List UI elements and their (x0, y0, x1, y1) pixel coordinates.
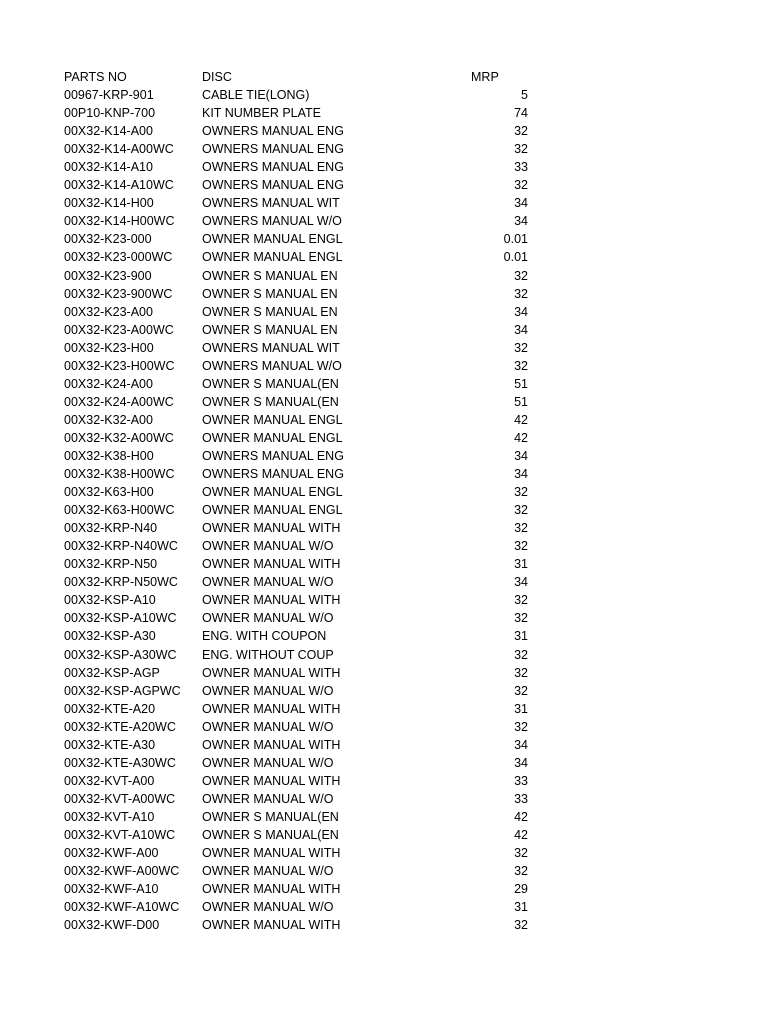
mrp-cell: 32 (514, 665, 528, 680)
part-number-cell: 00X32-KTE-A30WC (64, 755, 176, 770)
mrp-cell: 32 (514, 358, 528, 373)
part-number-cell: 00X32-K24-A00 (64, 376, 153, 391)
mrp-cell: 32 (514, 142, 528, 157)
part-number-cell: 00X32-KSP-AGP (64, 665, 160, 680)
mrp-cell: 32 (514, 719, 528, 734)
mrp-cell: 29 (514, 882, 528, 897)
description-cell: OWNER MANUAL W/O (202, 755, 334, 770)
part-number-cell: 00X32-KSP-A30WC (64, 647, 177, 662)
description-cell: KIT NUMBER PLATE (202, 106, 322, 121)
part-number-cell: 00X32-K23-000 (64, 232, 152, 247)
part-number-cell: 00X32-KVT-A10 (64, 809, 155, 824)
description-cell: OWNER S MANUAL EN (202, 268, 338, 283)
table-row (64, 573, 534, 591)
part-number-cell: 00X32-K38-H00WC (64, 467, 175, 482)
mrp-cell: 34 (514, 755, 528, 770)
part-number-cell: 00X32-KVT-A00 (64, 773, 155, 788)
table-row (64, 519, 534, 537)
mrp-cell: 32 (514, 846, 528, 861)
mrp-cell: 51 (514, 376, 528, 391)
mrp-cell: 32 (514, 521, 528, 536)
description-cell: OWNER MANUAL WITH (202, 773, 341, 788)
part-number-cell: 00X32-K23-A00 (64, 304, 153, 319)
table-row (64, 591, 534, 609)
description-cell: OWNER MANUAL ENGL (202, 232, 343, 247)
description-cell: OWNER MANUAL WITH (202, 665, 341, 680)
mrp-cell: 34 (514, 196, 528, 211)
table-row (64, 700, 534, 718)
table-row (64, 826, 534, 844)
description-cell: OWNER MANUAL WITH (202, 701, 341, 716)
table-row (64, 483, 534, 501)
description-cell: OWNER S MANUAL EN (202, 322, 338, 337)
part-number-cell: 00X32-K23-H00WC (64, 358, 175, 373)
table-row (64, 501, 534, 519)
header-disc: DISC (202, 70, 232, 84)
mrp-cell: 32 (514, 268, 528, 283)
part-number-cell: 00X32-KRP-N40 (64, 521, 158, 536)
part-number-cell: 00X32-K14-H00 (64, 196, 154, 211)
mrp-cell: 32 (514, 647, 528, 662)
description-cell: OWNER MANUAL W/O (202, 864, 334, 879)
mrp-cell: 74 (514, 106, 528, 121)
part-number-cell: 00X32-KTE-A20 (64, 701, 156, 716)
table-header-row (64, 68, 534, 86)
table-row (64, 104, 534, 122)
mrp-cell: 32 (514, 918, 528, 933)
table-row (64, 916, 534, 934)
mrp-cell: 32 (514, 503, 528, 518)
mrp-cell: 0.01 (503, 232, 528, 247)
description-cell: OWNERS MANUAL ENG (202, 448, 344, 463)
part-number-cell: 00X32-KWF-A10WC (64, 900, 180, 915)
part-number-cell: 00X32-KWF-D00 (64, 918, 160, 933)
table-body (64, 86, 534, 934)
table-row (64, 140, 534, 158)
part-number-cell: 00X32-KRP-N50WC (64, 575, 178, 590)
description-cell: OWNER MANUAL W/O (202, 719, 334, 734)
mrp-cell: 32 (514, 286, 528, 301)
description-cell: OWNER MANUAL ENGL (202, 503, 343, 518)
description-cell: OWNER MANUAL WITH (202, 593, 341, 608)
description-cell: OWNER MANUAL W/O (202, 539, 334, 554)
table-row (64, 375, 534, 393)
table-row (64, 122, 534, 140)
table-row (64, 86, 534, 104)
part-number-cell: 00X32-KSP-A10 (64, 593, 156, 608)
part-number-cell: 00X32-K23-A00WC (64, 322, 174, 337)
part-number-cell: 00X32-K32-A00WC (64, 430, 174, 445)
description-cell: OWNER MANUAL ENGL (202, 430, 343, 445)
description-cell: OWNER S MANUAL(EN (202, 394, 339, 409)
table-row (64, 303, 534, 321)
part-number-cell: 00X32-K32-A00 (64, 412, 153, 427)
part-number-cell: 00X32-K38-H00 (64, 448, 154, 463)
table-row (64, 862, 534, 880)
description-cell: OWNER MANUAL ENGL (202, 485, 343, 500)
mrp-cell: 32 (514, 124, 528, 139)
description-cell: OWNERS MANUAL ENG (202, 142, 344, 157)
part-number-cell: 00X32-K23-H00 (64, 340, 154, 355)
mrp-cell: 32 (514, 864, 528, 879)
table-row (64, 230, 534, 248)
table-row (64, 646, 534, 664)
description-cell: CABLE TIE(LONG) (202, 88, 310, 103)
part-number-cell: 00X32-K23-900WC (64, 286, 173, 301)
part-number-cell: 00X32-K23-900 (64, 268, 152, 283)
part-number-cell: 00X32-K14-A10 (64, 160, 153, 175)
table-row (64, 267, 534, 285)
part-number-cell: 00X32-K23-000WC (64, 250, 173, 265)
table-row (64, 176, 534, 194)
table-row (64, 736, 534, 754)
mrp-cell: 33 (514, 160, 528, 175)
part-number-cell: 00X32-K14-H00WC (64, 214, 175, 229)
description-cell: ENG. WITH COUPON (202, 629, 327, 644)
table-row (64, 682, 534, 700)
description-cell: OWNER MANUAL WITH (202, 882, 341, 897)
mrp-cell: 32 (514, 485, 528, 500)
description-cell: OWNER S MANUAL(EN (202, 376, 339, 391)
description-cell: OWNERS MANUAL ENG (202, 160, 344, 175)
table-row (64, 790, 534, 808)
table-row (64, 357, 534, 375)
table-row (64, 609, 534, 627)
description-cell: OWNER MANUAL W/O (202, 791, 334, 806)
description-cell: OWNERS MANUAL W/O (202, 358, 342, 373)
part-number-cell: 00X32-K63-H00 (64, 485, 154, 500)
part-number-cell: 00X32-KWF-A10 (64, 882, 159, 897)
part-number-cell: 00X32-KVT-A00WC (64, 791, 176, 806)
table-row (64, 555, 534, 573)
table-row (64, 158, 534, 176)
table-row (64, 772, 534, 790)
mrp-cell: 32 (514, 683, 528, 698)
mrp-cell: 51 (514, 394, 528, 409)
mrp-cell: 34 (514, 304, 528, 319)
description-cell: OWNERS MANUAL ENG (202, 124, 344, 139)
description-cell: OWNER MANUAL WITH (202, 846, 341, 861)
description-cell: OWNERS MANUAL WIT (202, 340, 340, 355)
mrp-cell: 33 (514, 773, 528, 788)
description-cell: OWNER MANUAL WITH (202, 521, 341, 536)
part-number-cell: 00X32-KTE-A30 (64, 737, 156, 752)
mrp-cell: 42 (514, 809, 528, 824)
part-number-cell: 00P10-KNP-700 (64, 106, 156, 121)
part-number-cell: 00X32-K14-A00WC (64, 142, 174, 157)
mrp-cell: 32 (514, 178, 528, 193)
parts-price-table (64, 68, 534, 934)
mrp-cell: 32 (514, 340, 528, 355)
mrp-cell: 31 (514, 557, 528, 572)
part-number-cell: 00X32-K14-A10WC (64, 178, 174, 193)
description-cell: OWNER S MANUAL EN (202, 286, 338, 301)
mrp-cell: 34 (514, 467, 528, 482)
table-row (64, 718, 534, 736)
description-cell: OWNER MANUAL WITH (202, 737, 341, 752)
part-number-cell: 00X32-K24-A00WC (64, 394, 174, 409)
part-number-cell: 00X32-KSP-A10WC (64, 611, 177, 626)
table-row (64, 248, 534, 266)
mrp-cell: 32 (514, 611, 528, 626)
part-number-cell: 00X32-K63-H00WC (64, 503, 175, 518)
description-cell: OWNER MANUAL W/O (202, 611, 334, 626)
mrp-cell: 33 (514, 791, 528, 806)
mrp-cell: 34 (514, 214, 528, 229)
description-cell: OWNERS MANUAL ENG (202, 178, 344, 193)
part-number-cell: 00967-KRP-901 (64, 88, 154, 103)
part-number-cell: 00X32-KVT-A10WC (64, 827, 176, 842)
table-row (64, 898, 534, 916)
description-cell: ENG. WITHOUT COUP (202, 647, 334, 662)
description-cell: OWNERS MANUAL WIT (202, 196, 340, 211)
header-mrp: MRP (471, 70, 499, 84)
part-number-cell: 00X32-KRP-N50 (64, 557, 158, 572)
table-row (64, 321, 534, 339)
table-row (64, 194, 534, 212)
table-row (64, 429, 534, 447)
table-row (64, 285, 534, 303)
mrp-cell: 5 (521, 88, 528, 103)
table-row (64, 447, 534, 465)
description-cell: OWNER MANUAL ENGL (202, 412, 343, 427)
description-cell: OWNER MANUAL WITH (202, 557, 341, 572)
description-cell: OWNER MANUAL ENGL (202, 250, 343, 265)
part-number-cell: 00X32-K14-A00 (64, 124, 153, 139)
table-row (64, 537, 534, 555)
part-number-cell: 00X32-KSP-AGPWC (64, 683, 181, 698)
description-cell: OWNERS MANUAL ENG (202, 467, 344, 482)
description-cell: OWNER MANUAL WITH (202, 918, 341, 933)
description-cell: OWNER MANUAL W/O (202, 575, 334, 590)
table-row (64, 465, 534, 483)
mrp-cell: 31 (514, 900, 528, 915)
mrp-cell: 32 (514, 539, 528, 554)
mrp-cell: 32 (514, 593, 528, 608)
header-parts-no: PARTS NO (64, 70, 127, 84)
mrp-cell: 34 (514, 448, 528, 463)
description-cell: OWNER MANUAL W/O (202, 683, 334, 698)
mrp-cell: 34 (514, 575, 528, 590)
table-row (64, 212, 534, 230)
description-cell: OWNER S MANUAL(EN (202, 809, 339, 824)
description-cell: OWNERS MANUAL W/O (202, 214, 342, 229)
part-number-cell: 00X32-KTE-A20WC (64, 719, 176, 734)
mrp-cell: 42 (514, 430, 528, 445)
part-number-cell: 00X32-KSP-A30 (64, 629, 156, 644)
table-row (64, 754, 534, 772)
part-number-cell: 00X32-KWF-A00WC (64, 864, 180, 879)
table-row (64, 664, 534, 682)
description-cell: OWNER S MANUAL(EN (202, 827, 339, 842)
description-cell: OWNER MANUAL W/O (202, 900, 334, 915)
table-row (64, 339, 534, 357)
mrp-cell: 31 (514, 701, 528, 716)
mrp-cell: 34 (514, 322, 528, 337)
mrp-cell: 42 (514, 412, 528, 427)
table-row (64, 411, 534, 429)
table-row (64, 393, 534, 411)
table-row (64, 627, 534, 645)
mrp-cell: 34 (514, 737, 528, 752)
table-row (64, 844, 534, 862)
table-row (64, 880, 534, 898)
part-number-cell: 00X32-KRP-N40WC (64, 539, 178, 554)
part-number-cell: 00X32-KWF-A00 (64, 846, 159, 861)
mrp-cell: 0.01 (503, 250, 528, 265)
mrp-cell: 42 (514, 827, 528, 842)
mrp-cell: 31 (514, 629, 528, 644)
table-row (64, 808, 534, 826)
description-cell: OWNER S MANUAL EN (202, 304, 338, 319)
